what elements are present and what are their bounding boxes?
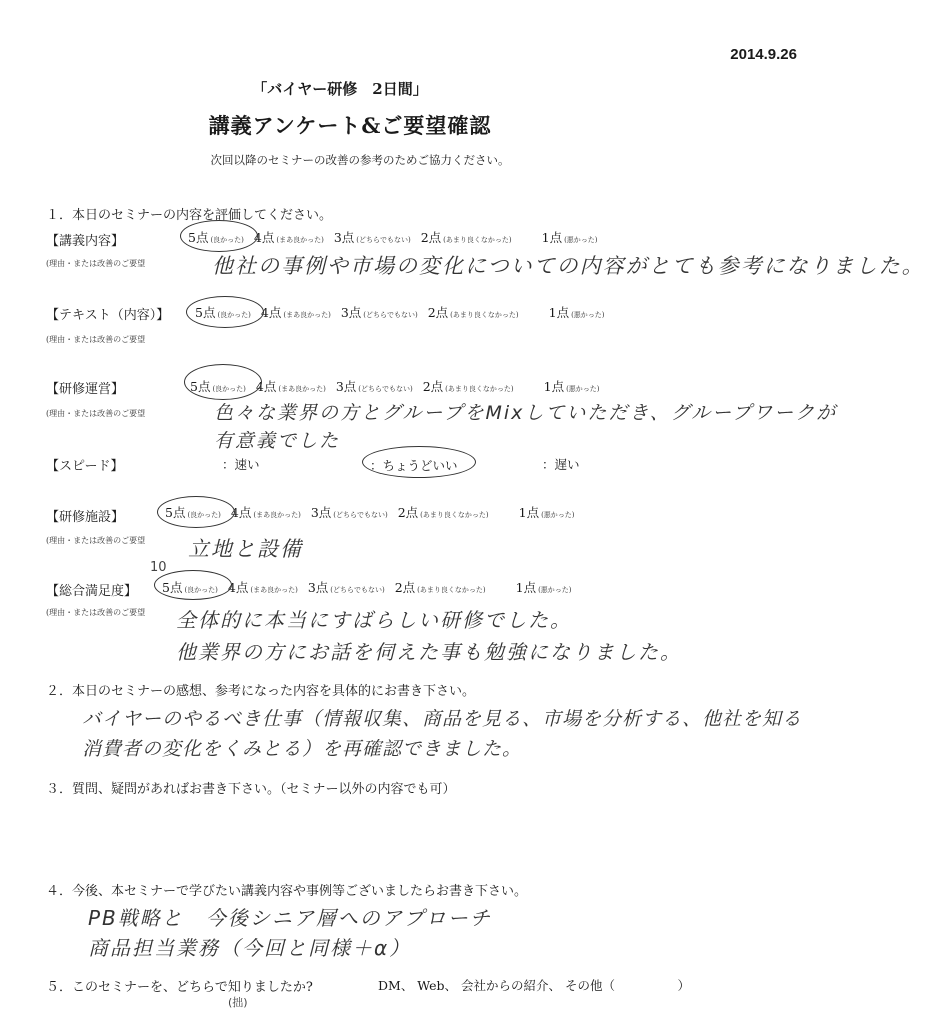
lecture-answer: 他社の事例や市場の変化についての内容がとても参考になりました。	[212, 254, 925, 278]
rating-option-4[interactable]: 4点 (まあ良かった)	[253, 230, 324, 245]
lecture-label: 【講義内容】	[46, 234, 125, 249]
survey-intro: 次回以降のセミナーの改善の参考のためご協力ください。	[210, 153, 510, 167]
facility-answer: 立地と設備	[188, 537, 303, 561]
text-selected-circle	[186, 296, 264, 328]
speed-selected-circle	[362, 446, 476, 478]
question-5-mark: (拙)	[228, 996, 248, 1009]
text-reason-note: (理由・または改善のご要望	[46, 335, 146, 344]
operation-answer-line1: 色々な業界の方とグループをMixしていただき、グループワークが	[214, 402, 838, 424]
lecture-selected-circle	[180, 220, 258, 252]
rating-option-2[interactable]: 2点 (あまり良くなかった)	[394, 580, 486, 595]
rating-option-5[interactable]: 5点 (良かった)	[195, 305, 251, 320]
overall-answer-line1: 全体的に本当にすばらしい研修でした。	[176, 608, 572, 632]
rating-option-1[interactable]: 1点 (悪かった)	[518, 505, 575, 520]
facility-label: 【研修施設】	[46, 510, 125, 525]
overall-mark: 10	[150, 560, 167, 575]
rating-option-1[interactable]: 1点 (悪かった)	[515, 580, 572, 595]
rating-option-2[interactable]: 2点 (あまり良くなかった)	[420, 230, 512, 245]
question-2-answer-line1: バイヤーのやるべき仕事（情報収集、商品を見る、市場を分析する、他社を知る	[82, 708, 803, 730]
text-label: 【テキスト（内容）】	[46, 308, 170, 323]
rating-option-2[interactable]: 2点 (あまり良くなかった)	[397, 505, 489, 520]
speed-option-fast[interactable]: ：速い	[222, 457, 260, 472]
speed-option-just[interactable]: ：ちょうどいい	[370, 458, 458, 473]
operation-selected-circle	[184, 364, 262, 400]
rating-option-3[interactable]: 3点 (どちらでもない)	[310, 505, 388, 520]
course-title: 「バイヤー研修 2日間」	[252, 80, 428, 98]
rating-option-5[interactable]: 5点 (良かった)	[162, 580, 218, 595]
speed-label: 【スピード】	[46, 459, 124, 474]
rating-option-5[interactable]: 5点 (良かった)	[165, 505, 221, 520]
overall-reason-note: (理由・または改善のご要望	[46, 608, 146, 617]
rating-option-1[interactable]: 1点 (悪かった)	[548, 305, 605, 320]
rating-option-3[interactable]: 3点 (どちらでもない)	[340, 305, 418, 320]
rating-option-1[interactable]: 1点 (悪かった)	[543, 379, 600, 394]
rating-option-4[interactable]: 4点 (まあ良かった)	[230, 505, 301, 520]
rating-option-2[interactable]: 2点 (あまり良くなかった)	[427, 305, 519, 320]
rating-option-3[interactable]: 3点 (どちらでもない)	[335, 379, 413, 394]
rating-option-5[interactable]: 5点 (良かった)	[190, 379, 246, 394]
question-4-answer-line2: 商品担当業務（今回と同様＋α）	[88, 936, 412, 960]
question-4: ４．今後、本セミナーで学びたい講義内容や事例等ございましたらお書き下さい。	[46, 884, 528, 899]
question-2: ２．本日のセミナーの感想、参考になった内容を具体的にお書き下さい。	[46, 684, 476, 699]
question-4-answer-line1: PB戦略と 今後シニア層へのアプローチ	[88, 906, 492, 930]
document-date: 2014.9.26	[730, 46, 797, 63]
overall-selected-circle	[154, 570, 232, 600]
overall-answer-line2: 他業界の方にお話を伺えた事も勉強になりました。	[176, 640, 682, 664]
lecture-reason-note: (理由・または改善のご要望	[46, 259, 146, 268]
speed-option-slow[interactable]: ：遅い	[542, 457, 580, 472]
rating-option-2[interactable]: 2点 (あまり良くなかった)	[422, 379, 514, 394]
rating-option-5[interactable]: 5点 (良かった)	[188, 230, 244, 245]
survey-title: 講義アンケート&ご要望確認	[208, 113, 492, 138]
question-2-answer-line2: 消費者の変化をくみとる）を再確認できました。	[82, 738, 523, 760]
overall-label: 【総合満足度】	[46, 584, 138, 599]
rating-option-4[interactable]: 4点 (まあ良かった)	[260, 305, 331, 320]
facility-selected-circle	[157, 496, 235, 528]
question-3: ３．質問、疑問があればお書き下さい。（セミナー以外の内容でも可）	[46, 782, 456, 797]
question-5: ５．このセミナーを、どちらで知りましたか?	[46, 980, 313, 995]
rating-option-1[interactable]: 1点 (悪かった)	[541, 230, 598, 245]
rating-option-3[interactable]: 3点 (どちらでもない)	[307, 580, 385, 595]
question-1: １．本日のセミナーの内容を評価してください。	[46, 208, 333, 223]
facility-reason-note: (理由・または改善のご要望	[46, 536, 146, 545]
rating-option-3[interactable]: 3点 (どちらでもない)	[333, 230, 411, 245]
operation-reason-note: (理由・または改善のご要望	[46, 409, 146, 418]
operation-label: 【研修運営】	[46, 382, 125, 397]
operation-answer-line2: 有意義でした	[214, 430, 341, 452]
question-5-options[interactable]: DM、 Web、 会社からの紹介、 その他（ ）	[378, 978, 690, 993]
rating-option-4[interactable]: 4点 (まあ良かった)	[227, 580, 298, 595]
rating-option-4[interactable]: 4点 (まあ良かった)	[255, 379, 326, 394]
